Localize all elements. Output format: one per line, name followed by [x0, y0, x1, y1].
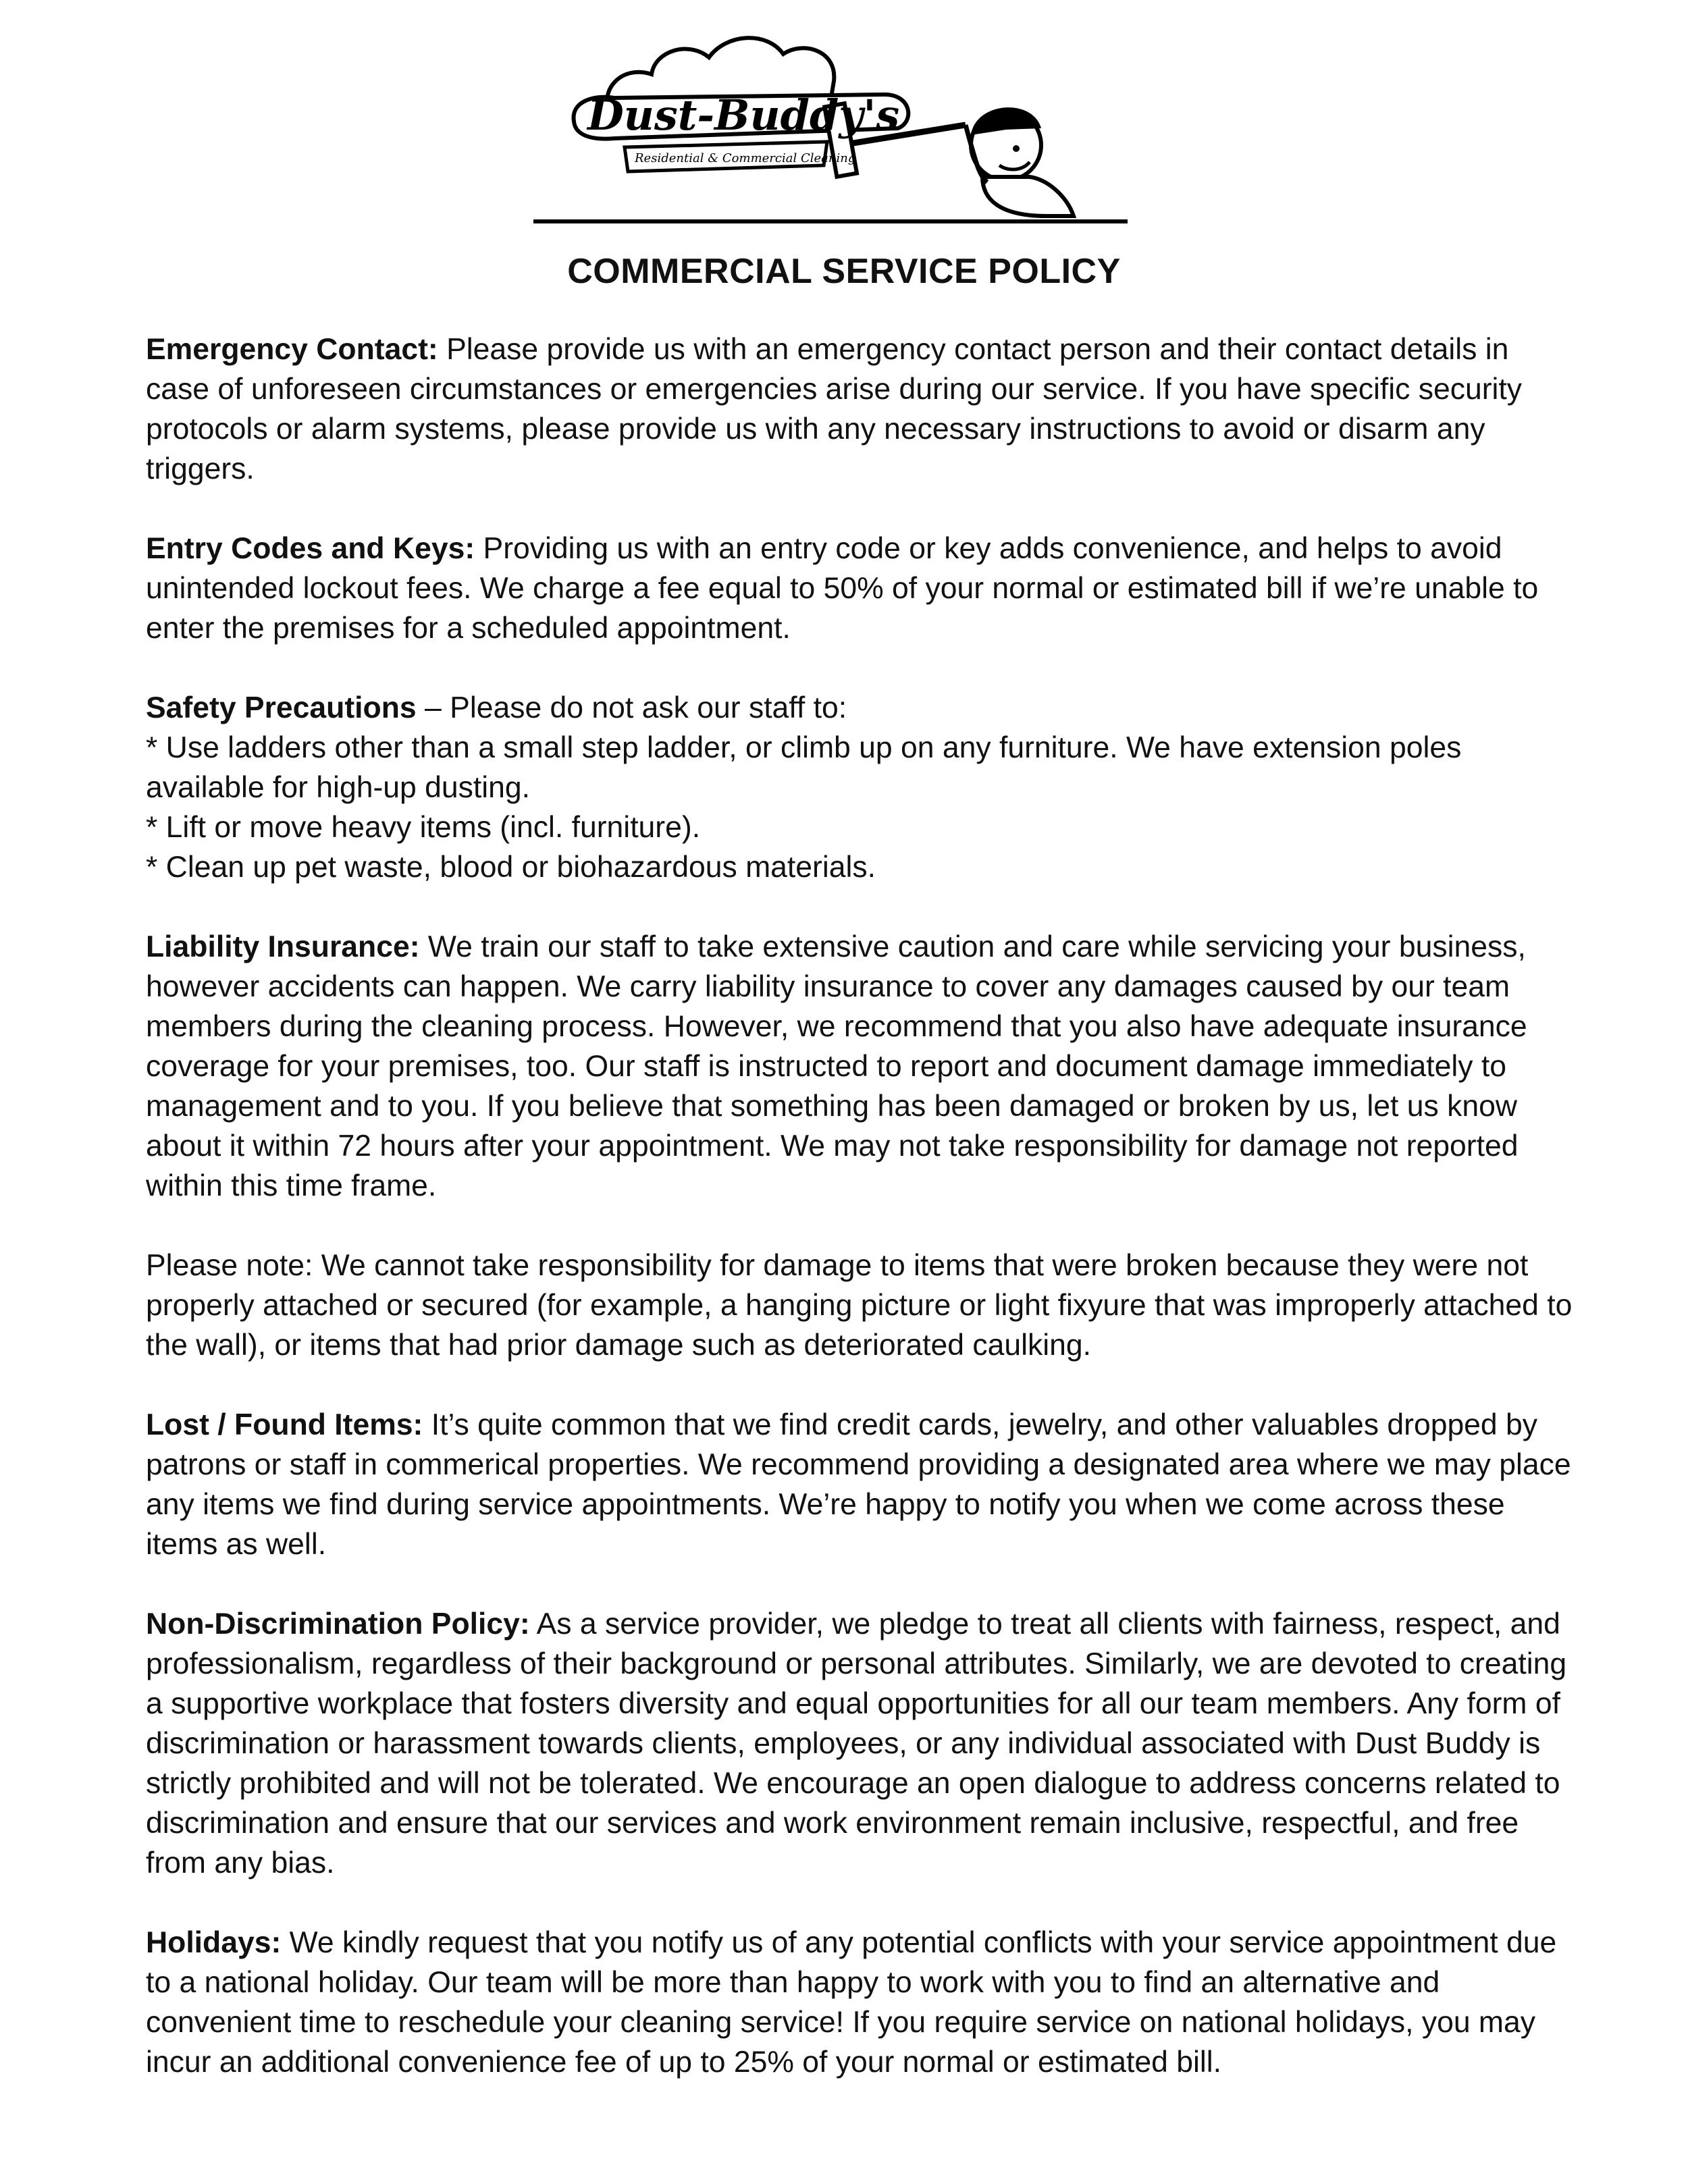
section-body: Please note: We cannot take responsibility for damage to items that were broken because they were not properly attached or secured (for example, a hanging picture or light fixyure that was improperly attached to the wall), or items that had prior damage such as deteriorated caulking.	[146, 1249, 1573, 1362]
section-body: We kindly request that you notify us of any potential conflicts with your service appointment due to a national holiday. Our team will be more than happy to work with you to find an alternative and convenient time to reschedule your cleaning service! If you require service on national holidays, you may incur an additional convenience fee of up to 25% of your normal or estimated bill.	[146, 1926, 1557, 2079]
section-heading: Holidays:	[146, 1926, 282, 1959]
character-body-icon	[982, 177, 1074, 216]
emergency-contact-section	[146, 329, 1577, 489]
section-heading: Liability Insurance:	[146, 930, 420, 963]
section-heading: Lost / Found Items:	[146, 1408, 423, 1441]
section-body: It’s quite common that we find credit cards, jewelry, and other valuables dropped by patrons or staff in commerical properties. We recommend providing a designated area where we may place any items we find during service appointments. We’re happy to notify you when we come across these items as well.	[146, 1408, 1571, 1561]
please-note-section	[146, 1246, 1577, 1365]
policy-content	[146, 329, 1577, 2122]
lost-found-section	[146, 1405, 1577, 1564]
section-heading: Emergency Contact:	[146, 333, 438, 366]
list-item: * Clean up pet waste, blood or biohazardous materials.	[146, 851, 876, 884]
section-heading: Entry Codes and Keys:	[146, 532, 475, 565]
section-body: We train our staff to take extensive caution and care while servicing your business, however accidents can happen. We carry liability insurance to cover any damages caused by our team members during the cleaning process. However, we recommend that you also have adequate insurance coverage for your premises, too. Our staff is instructed to report and document damage immediately to management and to you. If you believe that something has been damaged or broken by us, let us know about it within 72 hours after your appointment. We may not take responsibility for damage not reported within this time frame.	[146, 930, 1527, 1202]
liability-insurance-section	[146, 927, 1577, 1206]
list-item: * Lift or move heavy items (incl. furniture).	[146, 811, 701, 844]
section-heading: Non-Discrimination Policy:	[146, 1607, 530, 1641]
logo-tagline-text: Residential & Commercial Cleaning	[635, 151, 856, 165]
section-heading: Safety Precautions	[146, 691, 417, 724]
non-discrimination-section	[146, 1604, 1577, 1883]
entry-codes-section	[146, 529, 1577, 648]
logo-brand-text: Dust-Buddy's	[587, 90, 900, 140]
section-body: – Please do not ask our staff to:	[416, 691, 847, 724]
section-body: Providing us with an entry code or key adds convenience, and helps to avoid unintended lockout fees. We charge a fee equal to 50% of your normal or estimated bill if we’re unable to enter the premises for a scheduled appointment.	[146, 532, 1539, 645]
page-title: COMMERCIAL SERVICE POLICY	[567, 252, 1121, 291]
section-body: As a service provider, we pledge to treat all clients with fairness, respect, and professionalism, regardless of their background or personal attributes. Similarly, we are devoted to creating a supportive workplace that fosters diversity and equal opportunities for all our team members. Any form of discrimination or harassment towards clients, employees, or any individual associated with Dust Buddy is strictly prohibited and will not be tolerated. We encourage an open dialogue to address concerns related to discrimination and ensure that our services and work environment remain inclusive, respectful, and free from any bias.	[146, 1607, 1567, 1880]
dust-buddys-logo	[533, 27, 1141, 230]
logo-underline	[533, 219, 1128, 223]
holidays-section	[146, 1923, 1577, 2082]
safety-precautions-section	[146, 688, 1577, 887]
list-item: * Use ladders other than a small step ladder, or climb up on any furniture. We have extension poles available for high-up dusting.	[146, 731, 1462, 804]
section-body: Please provide us with an emergency contact person and their contact details in case of unforeseen circumstances or emergencies arise during our service. If you have specific security protocols or alarm systems, please provide us with any necessary instructions to avoid or disarm any triggers.	[146, 333, 1523, 485]
